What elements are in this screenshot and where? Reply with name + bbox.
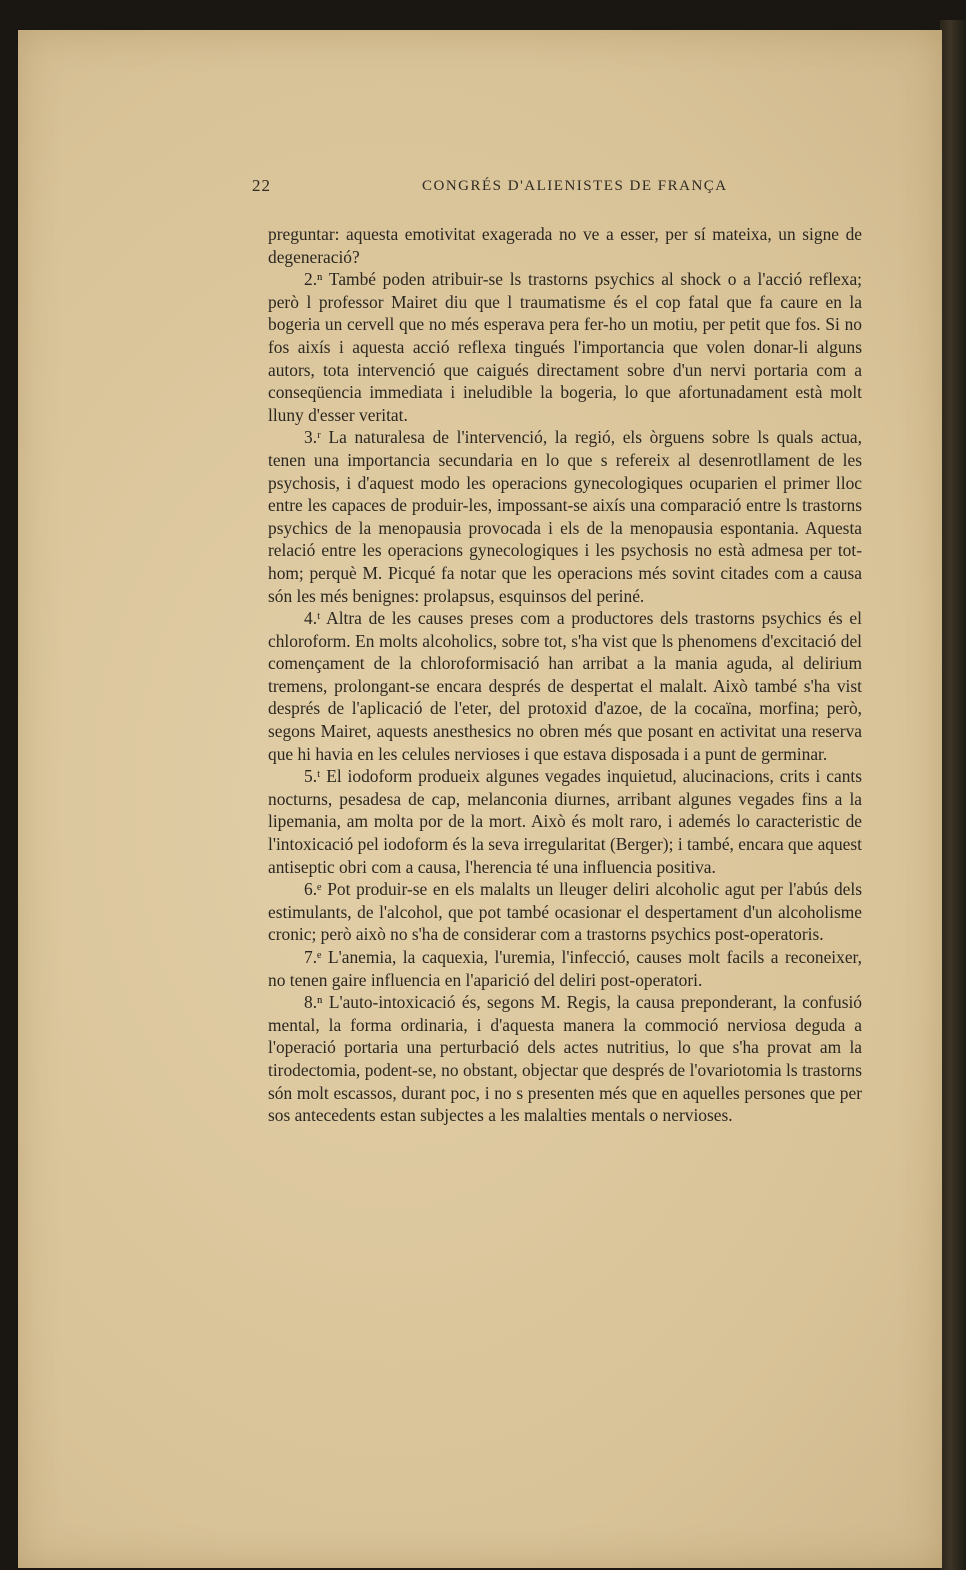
- page-header: [252, 176, 732, 206]
- paragraph: 5.ᵗ El iodoform produeix algunes vegades inquietud, alucinacions, crits i cants nocturns, pesadesa de cap, melanconia diurnes, arribant algunes vegades fins a la lipemania, am molta por de la mort. Això és molt raro, i ademés lo caracteristic de l'intoxicació pel iodoform és la seva irregularitat (Berger); i també, encara que aquest antiseptic obri com a causa, l'herencia té una influencia positiva.: [268, 766, 862, 877]
- paragraph: preguntar: aquesta emotivitat exagerada no ve a esser, per sí mateixa, un signe de degeneració?: [268, 224, 862, 267]
- running-title: CONGRÉS D'ALIENISTES DE FRANÇA: [422, 178, 728, 194]
- body-text: [268, 223, 862, 1127]
- book-spine-edge: [940, 20, 966, 1570]
- paragraph: 7.ᵉ L'anemia, la caquexia, l'uremia, l'infecció, causes molt facils a reconeixer, no tenen gaire influencia en l'aparició del deliri post-operatori.: [268, 947, 862, 990]
- paragraph: 8.ⁿ L'auto-intoxicació és, segons M. Regis, la causa preponderant, la confusió mental, la forma ordinaria, i d'aquesta manera la commoció nerviosa deguda a l'operació portaria una perturbació dels actes nutritius, lo que s'ha provat am la tirodectomia, podent-se, no obstant, objectar que després de l'ovariotomia ls trastorns són molt escassos, durant poc, i no s presenten més que en aquelles persones que per sos antecedents estan subjectes a les malalties mentals o nervioses.: [268, 992, 862, 1126]
- page-number: 22: [252, 176, 271, 195]
- paragraph: 3.ʳ La naturalesa de l'intervenció, la regió, els òrguens sobre ls quals actua, tenen una importancia secundaria en lo que s refereix al desenrotllament de les psychosis, i d'aquest modo les operacions gynecologiques ocuparien el primer lloc entre les capaces de produir-les, impossant-se aixís una comparació entre ls trastorns psychics de la menopausia provocada i els de la menopausia espontania. Aquesta relació entre les operacions gynecologiques i les psychosis no està admesa per tot-hom; perquè M. Picqué fa notar que les operacions més sovint citades com a causa són les més benignes: prolapsus, esquinsos del periné.: [268, 427, 862, 606]
- paragraph: 4.ᵗ Altra de les causes preses com a productores dels trastorns psychics és el chloroform. En molts alcoholics, sobre tot, s'ha vist que ls phenomens d'excitació del començament de la chloroformisació han arribat a la mania aguda, al delirium tremens, prolongant-se encara després de despertat el malalt. Això també s'ha vist després de l'aplicació de l'eter, del protoxid d'azoe, de la cocaïna, morfina; però, segons Mairet, aquests anesthesics no obren més que posant en activitat una reserva que hi havia en les celules nervioses i que estava disposada i a punt de germinar.: [268, 608, 862, 764]
- paragraph: 6.ᵉ Pot produir-se en els malalts un lleuger deliri alcoholic agut per l'abús dels estimulants, de l'alcohol, que pot també ocasionar el despertament d'un alcoholisme cronic; però això no s'ha de considerar com a trastorns psychics post-operatoris.: [268, 879, 862, 945]
- paragraph: 2.ⁿ També poden atribuir-se ls trastorns psychics al shock o a l'acció reflexa; però l professor Mairet diu que l traumatisme és el cop fatal que fa caure en la bogeria un cervell que no més esperava pera fer-ho un motiu, per petit que fos. Si no fos aixís i aquesta acció reflexa tingués l'importancia que volen donar-li alguns autors, tota intervenció que caigués directament sobre d'un nervi portaria com a conseqüencia immediata i ineludible la bogeria, lo que afortunadament està molt lluny d'esser veritat.: [268, 269, 862, 425]
